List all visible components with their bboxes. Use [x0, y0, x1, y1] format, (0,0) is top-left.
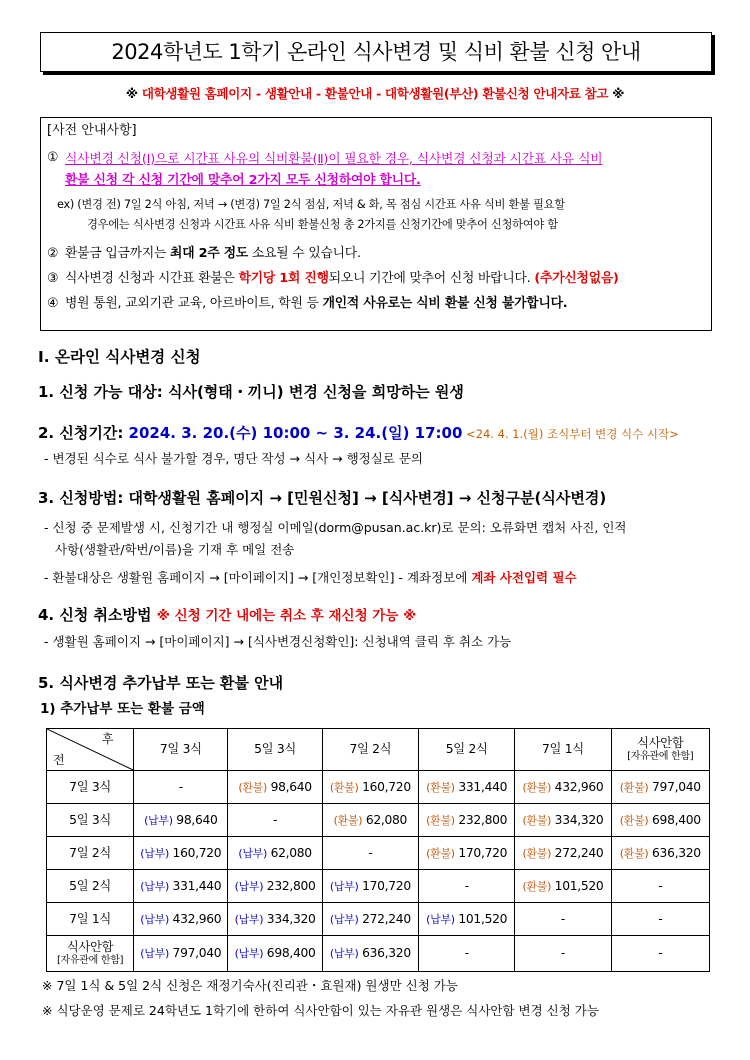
pre-item-1 [47, 149, 705, 193]
pre-item-1-line1: 식사변경 신청(Ⅰ)으로 시간표 사유의 식비환불(Ⅱ)이 필요한 경우, 식사변경 신청과 시간표 사유 식비 [65, 151, 603, 167]
section-3-method: 3. 신청방법: 대학생활원 홈페이지 → [민원신청] → [식사변경] → 신청구분(식사변경) [38, 489, 607, 507]
fee-cell-value: 432,960 [551, 779, 604, 794]
fee-cell-value: 101,520 [551, 878, 604, 893]
section-2-date: 2024. 3. 20.(수) 10:00 ~ 3. 24.(일) 17:00 [128, 424, 463, 442]
pre-item-4-num: ④ [47, 296, 59, 312]
fee-cell-value: - [464, 878, 469, 893]
fee-cell-value: 334,320 [551, 812, 604, 827]
fee-cell [419, 936, 515, 972]
fee-cell-value: - [178, 779, 183, 794]
col-header: 5일 2식 [419, 729, 515, 771]
fee-cell-tag: (납부) [140, 879, 169, 893]
section-3-sub2-required: 계좌 사전입력 필수 [471, 570, 577, 585]
fee-cell-value: - [658, 946, 663, 961]
section-1-eligibility: 1. 신청 가능 대상: 식사(형태・끼니) 변경 신청을 희망하는 원생 [38, 383, 464, 401]
fee-cell-value: - [464, 946, 469, 961]
col-header-no-meal-sub: [자유관에 한함] [627, 750, 694, 762]
fee-cell [228, 903, 322, 936]
pre-notice-box [40, 117, 712, 331]
fee-cell-value: 62,080 [266, 845, 312, 860]
section-4-title: 4. 신청 취소방법 [38, 606, 157, 624]
corner-after-label: 후 [101, 732, 114, 746]
fee-cell-tag: (납부) [234, 912, 264, 926]
pre-item-2-num: ② [47, 245, 59, 261]
fee-cell [419, 903, 515, 936]
fee-cell [134, 771, 228, 804]
fee-cell-value: - [560, 946, 566, 961]
fee-cell-tag: (납부) [140, 912, 169, 926]
fee-cell-tag: (환불) [522, 879, 552, 893]
pre-item-3 [47, 270, 705, 287]
fee-cell-tag: (납부) [238, 846, 267, 860]
fee-cell-value: 160,720 [168, 845, 222, 860]
section-heading-main: Ⅰ. 온라인 식사변경 신청 [38, 348, 201, 366]
pre-item-3-num: ③ [47, 270, 59, 286]
row-header: 7일 3식 [47, 771, 134, 804]
pre-example-line2: 경우에는 식사변경 신청과 시간표 사유 식비 환불신청 총 2가지를 신청기간에 맞추어 신청하여야 함 [87, 218, 558, 232]
fee-cell [611, 903, 709, 936]
fee-cell-tag: (납부) [234, 947, 264, 961]
fee-cell [134, 903, 228, 936]
fee-cell [611, 771, 709, 804]
section-4-warning: ※ 신청 기간 내에는 취소 후 재신청 가능 ※ [156, 608, 417, 624]
row-header: 7일 1식 [47, 903, 134, 936]
section-3-sub2-text: - 환불대상은 생활원 홈페이지 → [마이페이지] → [개인정보확인] - 계좌정보에 [44, 570, 472, 585]
fee-cell [322, 903, 418, 936]
row-header: 5일 3식 [47, 804, 134, 837]
fee-cell-tag: (환불) [522, 780, 552, 794]
row-header-no-meal [47, 936, 134, 972]
fee-cell [134, 837, 228, 870]
fee-cell [134, 870, 228, 903]
fee-cell [322, 936, 418, 972]
fee-cell-tag: (납부) [426, 912, 455, 926]
fee-cell-tag: (납부) [144, 813, 173, 827]
section-2-note: <24. 4. 1.(월) 조식부터 변경 식수 시작> [462, 427, 679, 441]
fee-cell-tag: (환불) [619, 846, 649, 860]
pre-item-2 [47, 245, 705, 262]
table-row [47, 837, 710, 870]
fee-cell-value: 232,800 [454, 812, 508, 827]
fee-cell [515, 903, 611, 936]
pre-item-3-text-c: 되오니 기간에 맞추어 신청 바랍니다. [328, 270, 535, 286]
row-header: 5일 2식 [47, 870, 134, 903]
fee-cell [419, 870, 515, 903]
corner-before-label: 전 [53, 752, 65, 767]
col-header: 7일 2식 [322, 729, 418, 771]
footnote-2: ※ 식당운영 문제로 24학년도 1학기에 한하여 식사안함이 있는 자유관 원생은 식사안함 변경 신청 가능 [42, 1003, 599, 1018]
pre-item-2-text [65, 245, 361, 262]
section-4-sub: - 생활원 홈페이지 → [마이페이지] → [식사변경신청확인]: 신청내역 클릭 후 취소 가능 [44, 634, 512, 649]
fee-cell [322, 870, 418, 903]
fee-cell-tag: (환불) [426, 813, 455, 827]
fee-cell [228, 870, 322, 903]
pre-item-2-text-c: 소요될 수 있습니다. [248, 245, 361, 261]
fee-cell-value: 98,640 [266, 779, 312, 794]
fee-cell-tag: (환불) [522, 846, 552, 860]
footnote-1: ※ 7일 1식 & 5일 2식 신청은 재정기숙사(진리관・효원재) 원생만 신청 가능 [42, 978, 458, 993]
fee-cell-value: 636,320 [358, 946, 411, 961]
fee-cell-value: 62,080 [362, 812, 408, 827]
row-header: 7일 2식 [47, 837, 134, 870]
fee-cell [419, 837, 515, 870]
fee-cell-tag: (납부) [329, 912, 359, 926]
pre-item-1-num: ① [47, 149, 59, 165]
table-row [47, 903, 710, 936]
fee-cell-tag: (환불) [329, 780, 359, 794]
fee-cell [228, 837, 322, 870]
fee-cell [322, 804, 418, 837]
fee-cell-value: 698,400 [648, 812, 701, 827]
row-header-no-meal-main: 식사안함 [66, 940, 114, 955]
fee-cell-value: 432,960 [168, 911, 222, 926]
fee-cell-value: 232,800 [263, 878, 316, 893]
pre-item-2-text-a: 환불금 입금까지는 [65, 245, 171, 261]
fee-cell-value: 101,520 [454, 911, 508, 926]
fee-cell-value: 636,320 [648, 845, 701, 860]
table-row [47, 870, 710, 903]
fee-cell-value: 334,320 [263, 911, 316, 926]
table-corner-cell [47, 729, 134, 771]
fee-cell [419, 771, 515, 804]
fee-table [46, 728, 710, 972]
fee-cell [611, 804, 709, 837]
fee-cell-tag: (환불) [426, 846, 455, 860]
fee-cell [515, 804, 611, 837]
fee-cell [515, 837, 611, 870]
row-header-no-meal-sub: [자유관에 한함] [56, 954, 124, 966]
fee-cell-tag: (납부) [329, 947, 359, 961]
fee-cell-value: - [273, 812, 278, 827]
fee-cell-tag: (환불) [619, 780, 649, 794]
fee-cell-tag: (환불) [333, 813, 363, 827]
pre-item-3-text-red: 학기당 1회 진행 [238, 270, 329, 286]
table-header-row [47, 729, 710, 771]
notice-mark-left: ※ [125, 86, 138, 101]
pre-item-4 [47, 295, 705, 312]
fee-cell [322, 771, 418, 804]
fee-cell-value: 331,440 [168, 878, 222, 893]
fee-cell-value: - [658, 878, 663, 893]
fee-cell-value: 272,240 [551, 845, 604, 860]
fee-cell [228, 804, 322, 837]
pre-item-4-text [65, 295, 567, 312]
fee-cell-value: 170,720 [358, 878, 411, 893]
fee-cell [611, 837, 709, 870]
page-title [40, 32, 712, 72]
pre-example-line1: ex) (변경 전) 7일 2식 아침, 저녁 → (변경) 7일 2식 점심, 저녁 & 화, 목 점심 시간표 사유 식비 환불 필요할 [57, 198, 565, 212]
fee-cell-value: - [368, 845, 373, 860]
pre-item-3-text-d: (추가신청없음) [534, 270, 619, 286]
fee-cell-value: 272,240 [358, 911, 411, 926]
section-2-sub: - 변경된 식수로 식사 불가할 경우, 명단 작성 → 식사 → 행정실로 문의 [44, 451, 423, 466]
fee-cell-tag: (환불) [426, 780, 455, 794]
col-header-no-meal [611, 729, 709, 771]
pre-item-3-text [65, 270, 619, 287]
pre-item-3-text-a: 식사변경 신청과 시간표 환불은 [65, 270, 239, 286]
pre-item-1-text [65, 149, 602, 193]
col-header: 7일 3식 [134, 729, 228, 771]
fee-cell [515, 870, 611, 903]
section-5-sub: 1) 추가납부 또는 환불 금액 [40, 701, 205, 717]
fee-cell-value: 98,640 [172, 812, 218, 827]
fee-cell-value: 797,040 [648, 779, 701, 794]
reference-notice [0, 86, 750, 103]
fee-cell [322, 837, 418, 870]
notice-mark-right: ※ [612, 86, 625, 101]
col-header: 5일 3식 [228, 729, 322, 771]
section-4-cancel [38, 605, 416, 625]
fee-cell-value: 160,720 [358, 779, 411, 794]
table-row [47, 936, 710, 972]
pre-item-1-line2: 환불 신청 각 신청 기간에 맞추어 2가지 모두 신청하여야 합니다. [65, 173, 421, 189]
fee-cell [515, 936, 611, 972]
fee-cell [134, 804, 228, 837]
fee-cell-value: - [658, 911, 663, 926]
fee-table-body [47, 771, 710, 972]
table-row [47, 771, 710, 804]
pre-item-4-text-bold: 개인적 사유로는 식비 환불 신청 불가합니다. [322, 296, 568, 312]
page-title-text: 2024학년도 1학기 온라인 식사변경 및 식비 환불 신청 안내 [111, 39, 641, 64]
fee-cell [515, 771, 611, 804]
section-3-sub2 [44, 570, 577, 587]
pre-item-4-text-a: 병원 통원, 교외기관 교육, 아르바이트, 학원 등 [65, 296, 323, 312]
section-5-refund: 5. 식사변경 추가납부 또는 환불 안내 [38, 674, 284, 692]
fee-cell [419, 804, 515, 837]
fee-cell-tag: (납부) [329, 879, 359, 893]
pre-example [47, 195, 705, 236]
table-row [47, 804, 710, 837]
fee-cell-value: 797,040 [168, 946, 222, 961]
section-2-period [38, 423, 679, 443]
pre-item-2-text-bold: 최대 2주 정도 [170, 245, 249, 261]
fee-cell [134, 936, 228, 972]
fee-cell [611, 936, 709, 972]
fee-cell-value: 331,440 [454, 779, 508, 794]
fee-cell [228, 936, 322, 972]
pre-notice-title: [사전 안내사항] [47, 123, 137, 138]
col-header-no-meal-main: 식사안함 [637, 736, 684, 751]
section-2-label: 2. 신청기간: [38, 424, 129, 442]
fee-cell-tag: (납부) [234, 879, 264, 893]
fee-cell-tag: (납부) [140, 846, 169, 860]
fee-cell [611, 870, 709, 903]
fee-cell-value: 698,400 [263, 946, 316, 961]
section-3-sub1-line2: 사항(생활관/학번/이름)을 기재 후 메일 전송 [55, 541, 295, 557]
section-3-sub1-line1: - 신청 중 문제발생 시, 신청기간 내 행정실 이메일(dorm@pusan.ac.kr)로 문의: 오류화면 캡처 사진, 인적 [44, 520, 627, 535]
fee-cell-tag: (환불) [619, 813, 649, 827]
fee-cell [228, 771, 322, 804]
fee-cell-value: - [560, 911, 566, 926]
section-3-sub1 [44, 517, 714, 561]
fee-cell-tag: (환불) [522, 813, 552, 827]
fee-cell-tag: (환불) [238, 780, 267, 794]
fee-cell-value: 170,720 [454, 845, 508, 860]
col-header: 7일 1식 [515, 729, 611, 771]
notice-text: 대학생활원 홈페이지 - 생활안내 - 환불안내 - 대학생활원(부산) 환불신청 안내자료 참고 [141, 86, 609, 101]
fee-cell-tag: (납부) [140, 947, 169, 961]
